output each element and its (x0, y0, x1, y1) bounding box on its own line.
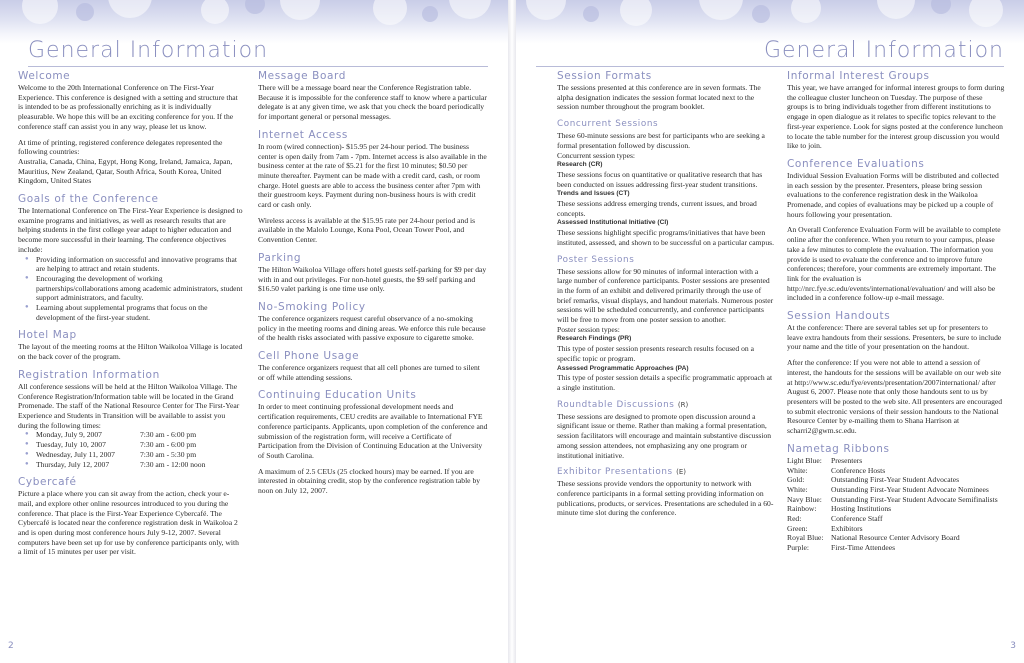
paragraph: An Overall Conference Evaluation Form will be available to complete online after the conference. When you return to your campus, please take a few minutes to complete the evaluation. The information you provide is used to evaluate the conference and to improve future conferences; therefore, your comments are extremely important. The link for the evaluation is http://nrc.fye.sc.edu/events/international/evaluation/ and will also be included in a conference follow-up e-mail message. (787, 225, 1001, 303)
ribbon-meaning: Outstanding First-Year Student Advocates (831, 475, 960, 485)
section-heading: Welcome (18, 70, 71, 82)
section-heading: Hotel Map (18, 329, 77, 342)
paragraph: The sessions presented at this conference are in seven formats. The alpha designation indicates the session format located next to the session number throughout the program booklet. (557, 83, 761, 112)
paragraph: The layout of the meeting rooms at the Hilton Waikoloa Village is located on the back cover of the program. (18, 342, 243, 362)
ribbon-row (787, 485, 1005, 495)
ribbon-row (787, 524, 1005, 534)
type-label: Research Findings (PR) (557, 335, 632, 343)
type-label: Assessed Programmatic Approaches (PA) (557, 364, 689, 372)
paragraph: At the conference: There are several tables set up for presenters to leave extra handouts from their sessions. Presenters, be sure to include your name and the title of your presentation on the handout. (787, 323, 1002, 352)
ribbons-section (787, 443, 1005, 553)
ribbon-row (787, 466, 1005, 476)
ribbon-meaning: National Resource Center Advisory Board (831, 533, 960, 543)
type-label: Research (CR) (557, 161, 603, 169)
page-title: General Information (28, 38, 269, 63)
ribbon-color: White: (787, 465, 808, 475)
paragraph: There will be a message board near the Conference Registration table. Because it is impossible for the conference staff to know where a particular delegate is at any given time, we ask that you check the board periodically for important general or personal messages. (258, 83, 487, 122)
ribbon-meaning: Hosting Institutions (831, 504, 892, 514)
list-item: ● Providing information on successful and innovative programs that are helping to attract and retain students. (36, 255, 244, 274)
section-heading: Concurrent Sessions (557, 119, 659, 130)
welcome-section (18, 70, 244, 186)
ribbons-list (787, 456, 1005, 553)
no-smoking-section (258, 301, 488, 343)
ribbon-meaning: Presenters (831, 455, 863, 465)
left-page (0, 0, 508, 663)
section-heading: Informal Interest Groups (787, 70, 930, 82)
paragraph: The Hilton Waikoloa Village offers hotel guests self-parking for $9 per day with in and out privileges. For non-hotel guests, the $9 self parking and $16.50 valet parking is one time use only. (258, 264, 487, 294)
right-column-1 (557, 70, 775, 525)
section-heading: No-Smoking Policy (258, 300, 366, 313)
ribbon-color: Navy Blue: (787, 494, 822, 504)
paragraph: Individual Session Evaluation Forms will be distributed and collected in each session by the presenter. Presenters, please bring session evaluations to the conference registration desk in the Waikoloa Promenade, and copies of evaluations may be picked up a couple of hours following your presentation. (787, 170, 999, 219)
list-item: ● Encouraging the development of working partnerships/collaborations among academic administrators, student support administrators, and faculty. (36, 274, 244, 303)
section-heading: Nametag Ribbons (787, 442, 890, 455)
ribbon-meaning: Conference Staff (831, 514, 883, 524)
type-label: Assessed Institutional Initiative (CI) (557, 219, 669, 227)
paragraph: This type of poster session details a specific programmatic approach at a single institution. (557, 373, 773, 392)
paragraph: The conference organizers request careful observance of a no-smoking policy in the meeting rooms and dining areas. We enforce this rule because of the health risks associated with passive exposure to cigarette smoke. (258, 313, 486, 343)
exhibitor-section (557, 467, 775, 518)
paragraph: This year, we have arranged for informal interest groups to form during the colleague cluster luncheon on Tuesday. The purpose of these groups is to bring individuals together from different institutions to engage in open dialogue as it relates to specific topics relevant to the first-year experience. Look for signs posted at the conference luncheon to locate the table number for the interest group discussion you would like to join. (787, 83, 1005, 151)
message-board-section (258, 70, 488, 122)
hotel-map-section (18, 329, 244, 361)
section-heading: Cybercafé (18, 476, 77, 489)
paragraph: Welcome to the 20th International Conference on The First-Year Experience. This conference is designed with a setting and structure that is intended to be as professionally enriching as it is individually pleasurable. We hope this will be an exciting conference for you. If the conference staff can assist you in any way, please let us know. (18, 83, 238, 131)
objectives-list (18, 255, 244, 323)
schedule-row (36, 430, 244, 440)
session-formats-section (557, 70, 775, 112)
page-gutter (508, 0, 516, 663)
section-heading: Continuing Education Units (258, 389, 417, 402)
schedule-time: 7:30 am - 12:00 noon (140, 459, 206, 469)
section-heading: Poster Sessions (557, 254, 635, 265)
section-heading: Message Board (258, 70, 347, 82)
ribbon-color: Gold: (787, 475, 805, 485)
ribbon-meaning: Outstanding First-Year Student Advocate Nominees (831, 484, 989, 494)
ribbon-row (787, 514, 1005, 524)
ribbon-row (787, 543, 1005, 553)
ribbon-row (787, 504, 1005, 514)
heading-text: Exhibitor Presentations (557, 467, 673, 478)
paragraph: The conference organizers request that all cell phones are turned to silent or off while attending sessions. (258, 363, 480, 382)
registration-section (18, 369, 244, 469)
paragraph: All conference sessions will be held at the Hilton Waikoloa Village. The Conference Registration/Information table will be located in the Grand Promenade. The staff of the National Resource Center for The First-Year Experience and Students in Transition will be available to assist you during the following times: (18, 381, 240, 430)
ribbon-row (787, 495, 1005, 505)
paragraph: In order to meet continuing professional development needs and certification requirements, CEU credits are available to International FYE conference participants. Applicants, upon completion of the conference and submission of the registration form, will receive a Certificate of Participation from the Division of Continuing Education at the University of South Carolina. (258, 402, 488, 460)
ribbon-color: White: (787, 484, 808, 494)
schedule-time: 7:30 am - 5:30 pm (140, 449, 197, 459)
paragraph: Wireless access is available at the $15.95 rate per 24-hour period and is available in the Malolo Lounge, Kona Pool, Ocean Tower Pool, and Convention Center. (258, 215, 476, 245)
paragraph: Picture a place where you can sit away from the action, check your e-mail, and explore other online resources introduced to you during the conference. That place is the First-Year Experience Cybercafé. The Cybercafé is located near the conference registration desk in Waikoloa 2 and is open during most conference hours July 9-12, 2007. Several computers have been set up for use by conference participants only, with a limit of 15 minutes per user per visit. (18, 489, 239, 557)
page-number: 3 (1010, 641, 1016, 651)
schedule-day: ● Monday, July 9, 2007 (36, 430, 102, 440)
schedule-row (36, 460, 244, 470)
section-heading (557, 467, 775, 478)
type-label: Trends and Issues (CT) (557, 190, 630, 198)
section-heading: Registration Information (18, 368, 160, 381)
ribbon-row (787, 533, 1005, 543)
paragraph: These sessions highlight specific programs/initiatives that have been instituted, assessed, and shown to be successful on a particular campus. (557, 228, 775, 247)
roundtable-section (557, 400, 775, 461)
right-page (516, 0, 1024, 663)
left-column-2 (258, 70, 488, 503)
heading-text: Roundtable Discussions (557, 399, 675, 410)
paragraph: A maximum of 2.5 CEUs (25 clocked hours) may be earned. If you are interested in obtaining credit, stop by the conference registration table by noon on July 12, 2007. (258, 466, 481, 496)
schedule-day: ● Tuesday, July 10, 2007 (36, 440, 106, 450)
poster-section (557, 255, 775, 393)
section-heading: Internet Access (258, 128, 348, 141)
title-rule (536, 66, 1004, 67)
concurrent-section (557, 119, 775, 247)
parking-section (258, 252, 488, 294)
evaluations-section (787, 158, 1005, 303)
paragraph: These sessions are designed to promote open discussion around a significant issue or theme. Rather than making a formal presentation, session facilitators will encourage and maintain substantive discussion among session attendees, not emphasizing any one program or institutional initiative. (557, 411, 772, 460)
ribbon-color: Green: (787, 523, 808, 533)
section-heading (557, 400, 775, 411)
countries-list: Australia, Canada, China, Egypt, Hong Kong, Ireland, Jamaica, Japan, Mauritius, New Zealand, Qatar, South Africa, South Korea, United Kingdom, United States (18, 156, 233, 186)
cybercafe-section (18, 476, 244, 557)
ribbon-color: Purple: (787, 543, 809, 553)
schedule-time: 7:30 am - 6:00 pm (140, 440, 197, 450)
paragraph: After the conference: If you were not able to attend a session of interest, the handouts for the sessions will be available on our web site at http://www.sc.edu/fye/events/presentation/2007international/ after August 6, 2007. Please note that only those handouts sent to us by presenters will be posted to the web site. All presenters are encouraged to submit electronic versions of their session handouts to the National Resource Center by e-mailing them to Shana Harrison at scharri2@gwm.sc.edu. (787, 358, 1003, 436)
page-title: General Information (763, 38, 1004, 63)
section-heading: Parking (258, 251, 302, 264)
section-heading: Session Formats (557, 70, 652, 82)
paragraph: These sessions address emerging trends, current issues, and broad concepts. (557, 199, 757, 218)
section-heading: Cell Phone Usage (258, 350, 360, 363)
section-heading: Goals of the Conference (18, 193, 159, 206)
handouts-section (787, 310, 1005, 436)
schedule-row (36, 440, 244, 450)
cell-phone-section (258, 350, 488, 382)
internet-section (258, 129, 488, 245)
ribbon-color: Light Blue: (787, 455, 822, 465)
interest-groups-section (787, 70, 1005, 151)
ribbon-meaning: Exhibitors (831, 523, 863, 533)
paragraph: In room (wired connection)- $15.95 per 24-hour period. The business center is open daily from 7am - 7pm. Internet access is also available in the business center at the rate of $5.21 for the first 10 minutes; $0.50 per minute thereafter. Payment can be made with a credit card, cash, or room charge. Hotel guests are able to access the business center after 7pm with their guestroom keys. Payment during non-business hours is with credit card or cash only. (258, 141, 487, 210)
ribbon-row (787, 475, 1005, 485)
ceu-section (258, 389, 488, 495)
paragraph: This type of poster session presents research results focused on a specific topic or program. (557, 344, 754, 363)
ribbon-row (787, 456, 1005, 466)
list-item: ● Learning about supplemental programs that focus on the development of the first-year student. (36, 303, 244, 322)
paragraph: The International Conference on The First-Year Experience is designed to examine programs and initiatives, as well as research results that are helping students in the first college year adapt to higher education and become more successful in their learning. The conference objectives include: (18, 206, 243, 254)
ribbon-color: Rainbow: (787, 504, 817, 514)
ribbon-color: Red: (787, 514, 802, 524)
paragraph: These 60-minute sessions are best for participants who are seeking a formal presentation followed by discussion. (557, 131, 765, 150)
ribbon-meaning: First-Time Attendees (831, 543, 896, 553)
paragraph: These sessions focus on quantitative or qualitative research that has been conducted on issues addressing first-year student transitions. (557, 169, 763, 189)
ribbon-meaning: Conference Hosts (831, 465, 886, 475)
registration-schedule (18, 430, 244, 469)
title-rule (28, 66, 488, 67)
ribbon-meaning: Outstanding First-Year Student Advocate Semifinalists (831, 494, 998, 504)
schedule-day: ● Thursday, July 12, 2007 (36, 459, 110, 469)
page-number: 2 (8, 641, 14, 651)
left-column-1 (18, 70, 244, 564)
ribbon-color: Royal Blue: (787, 533, 824, 543)
format-tag: (E) (676, 468, 686, 477)
schedule-day: ● Wednesday, July 11, 2007 (36, 449, 115, 459)
paragraph: These sessions provide vendors the opportunity to network with conference participants in a formal setting providing information on publications, products, or services. Presentations are scheduled in a 60-minute time slot during the conference. (557, 479, 774, 518)
paragraph: Concurrent session types: (557, 150, 636, 160)
section-heading: Session Handouts (787, 310, 891, 323)
goals-section (18, 193, 244, 322)
schedule-row (36, 450, 244, 460)
paragraph: These sessions allow for 90 minutes of informal interaction with a large number of conference participants. Poster sessions are presented in the form of an exhibit and delivered primarily through the use of brief remarks, visual displays, and handout materials. Numerous poster sessions will be scheduled concurrently, and conference participants will be free to move from one poster session to another. (557, 266, 774, 325)
right-column-2 (787, 70, 1005, 560)
section-heading: Conference Evaluations (787, 157, 925, 170)
paragraph: At time of printing, registered conference delegates represented the following countries: (18, 137, 223, 157)
paragraph: Poster session types: (557, 324, 620, 334)
schedule-time: 7:30 am - 6:00 pm (140, 430, 197, 440)
format-tag: (R) (677, 400, 689, 409)
